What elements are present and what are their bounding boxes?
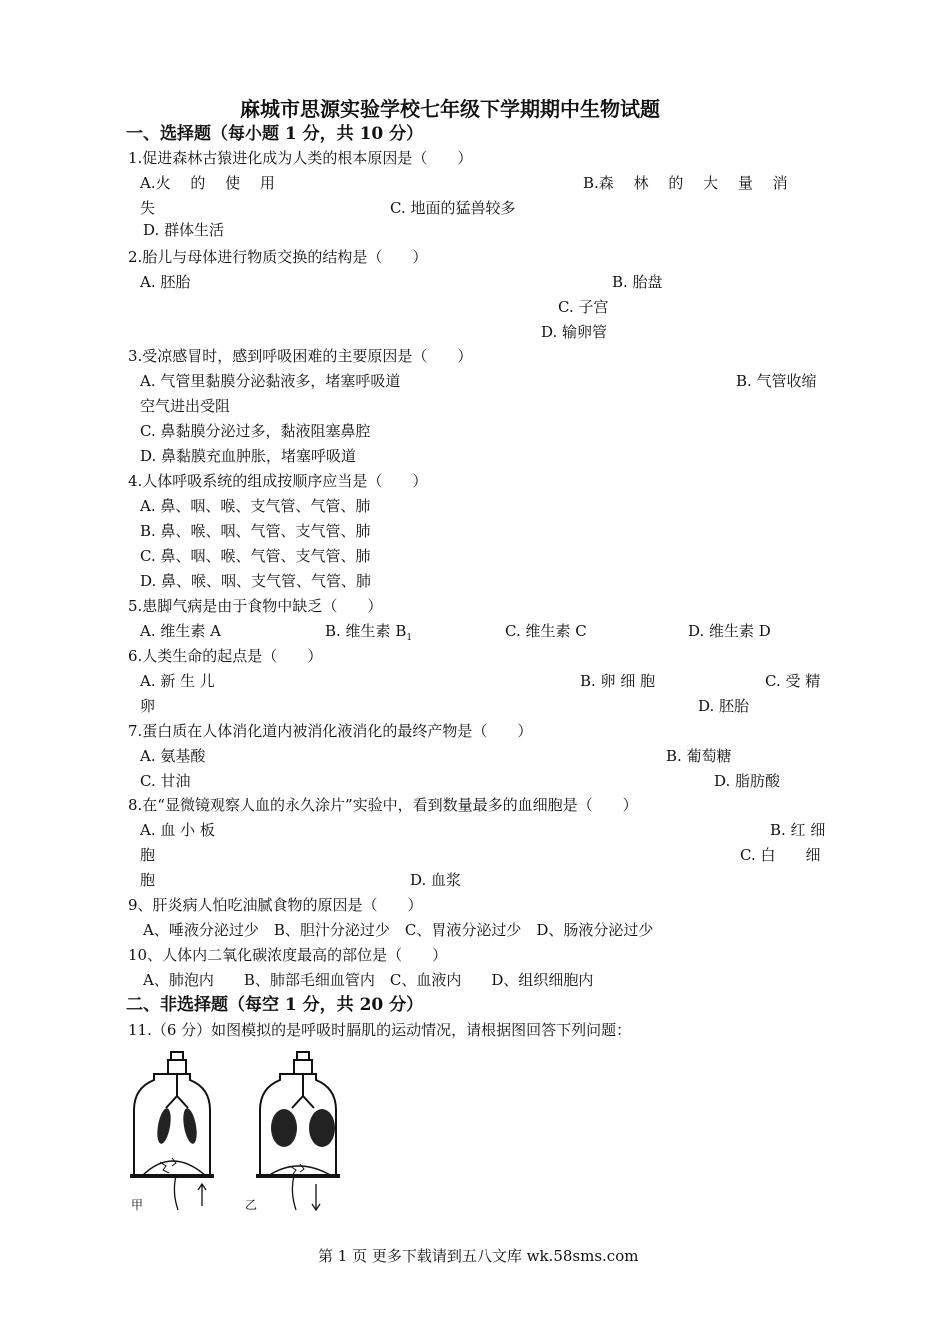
- section-heading-non-choice: 二、非选择题（每空 1 分，共 20 分）: [126, 995, 424, 1015]
- question-9-stem: 9、肝炎病人怕吃油腻食物的原因是（ ）: [128, 896, 423, 914]
- question-6-option-c: C. 受 精: [765, 672, 821, 690]
- question-7-option-c: C. 甘油: [140, 772, 191, 790]
- question-1-option-c: C. 地面的猛兽较多: [390, 199, 516, 217]
- question-5-stem: 5.患脚气病是由于食物中缺乏（ ）: [128, 597, 383, 615]
- question-3-stem: 3.受凉感冒时，感到呼吸困难的主要原因是（ ）: [128, 347, 473, 365]
- question-4-option-d: D. 鼻、喉、咽、支气管、气管、肺: [140, 572, 372, 590]
- question-6-stem: 6.人类生命的起点是（ ）: [128, 647, 323, 665]
- question-8-option-b-wrap: 胞: [140, 846, 156, 864]
- question-4-option-b: B. 鼻、喉、咽、气管、支气管、肺: [140, 522, 371, 540]
- question-1-stem: 1.促进森林古猿进化成为人类的根本原因是（ ）: [128, 149, 473, 167]
- page-footer: 第 1 页 更多下载请到五八文库 wk.58sms.com: [318, 1247, 639, 1265]
- lung-right-yi: [309, 1109, 335, 1147]
- question-6-option-b: B. 卵 细 胞: [580, 672, 656, 690]
- question-3-option-b: B. 气管收缩: [736, 372, 817, 390]
- question-4-option-a: A. 鼻、咽、喉、支气管、气管、肺: [140, 497, 371, 515]
- question-1-option-d: D. 群体生活: [143, 221, 225, 239]
- question-2-option-b: B. 胎盘: [612, 273, 663, 291]
- question-8-option-c-wrap: 胞: [140, 871, 156, 889]
- question-3-option-d: D. 鼻黏膜充血肿胀，堵塞呼吸道: [140, 447, 357, 465]
- question-1-option-a: A.火 的 使 用: [140, 174, 275, 192]
- question-11-stem: 11.（6 分）如图模拟的是呼吸时膈肌的运动情况，请根据图回答下列问题：: [128, 1021, 632, 1039]
- question-10-stem: 10、人体内二氧化碳浓度最高的部位是（ ）: [128, 946, 448, 964]
- question-5-option-b-text: B. 维生素 B: [325, 622, 407, 640]
- question-9-options: A、唾液分泌过少 B、胆汁分泌过少 C、胃液分泌过少 D、肠液分泌过少: [143, 921, 654, 939]
- question-1-option-b: B.森 林 的 大 量 消: [583, 174, 788, 192]
- page-title: 麻城市思源实验学校七年级下学期期中生物试题: [240, 97, 660, 121]
- question-7-option-b: B. 葡萄糖: [666, 747, 732, 765]
- question-5-option-b-subscript: 1: [406, 633, 413, 643]
- question-2-option-d: D. 输卵管: [541, 323, 608, 341]
- question-8-option-d: D. 血浆: [410, 871, 462, 889]
- lung-right-jia: [181, 1107, 199, 1145]
- question-7-option-d: D. 脂肪酸: [714, 772, 781, 790]
- question-3-option-a: A. 气管里黏膜分泌黏液多，堵塞呼吸道: [140, 372, 401, 390]
- question-7-stem: 7.蛋白质在人体消化道内被消化液消化的最终产物是（ ）: [128, 722, 533, 740]
- question-8-option-b: B. 红 细: [770, 821, 826, 839]
- section-heading-choice: 一、选择题（每小题 1 分，共 10 分）: [126, 124, 424, 144]
- question-7-option-a: A. 氨基酸: [140, 747, 206, 765]
- question-6-option-d: D. 胚胎: [698, 697, 750, 715]
- bell-jar-jia: [130, 1052, 214, 1210]
- question-6-option-a: A. 新 生 儿: [140, 672, 215, 690]
- question-5-option-d: D. 维生素 D: [688, 622, 771, 640]
- question-6-option-c-wrap: 卵: [140, 697, 156, 715]
- question-5-option-b: [325, 621, 412, 648]
- figure-label-jia: 甲: [131, 1198, 144, 1212]
- question-3-option-c: C. 鼻黏膜分泌过多，黏液阻塞鼻腔: [140, 422, 371, 440]
- question-4-option-c: C. 鼻、咽、喉、气管、支气管、肺: [140, 547, 371, 565]
- figure-label-yi: 乙: [245, 1198, 258, 1212]
- question-2-option-c: C. 子宫: [558, 298, 609, 316]
- bell-jar-figure: [128, 1050, 368, 1215]
- question-5-option-a: A. 维生素 A: [140, 622, 221, 640]
- lung-left-yi: [271, 1109, 297, 1147]
- lung-left-jia: [155, 1107, 173, 1145]
- question-8-option-c: C. 白 细: [740, 846, 821, 864]
- question-8-stem: 8.在“显微镜观察人血的永久涂片”实验中，看到数量最多的血细胞是（ ）: [128, 796, 638, 814]
- question-1-option-b-wrap: 失: [140, 199, 156, 217]
- question-10-options: A、肺泡内 B、肺部毛细血管内 C、血液内 D、组织细胞内: [143, 971, 594, 989]
- question-2-stem: 2.胎儿与母体进行物质交换的结构是（ ）: [128, 248, 428, 266]
- question-4-stem: 4.人体呼吸系统的组成按顺序应当是（ ）: [128, 472, 428, 490]
- question-3-option-b-wrap: 空气进出受阻: [140, 397, 231, 415]
- question-8-option-a: A. 血 小 板: [140, 821, 215, 839]
- question-5-option-c: C. 维生素 C: [505, 622, 587, 640]
- question-2-option-a: A. 胚胎: [140, 273, 191, 291]
